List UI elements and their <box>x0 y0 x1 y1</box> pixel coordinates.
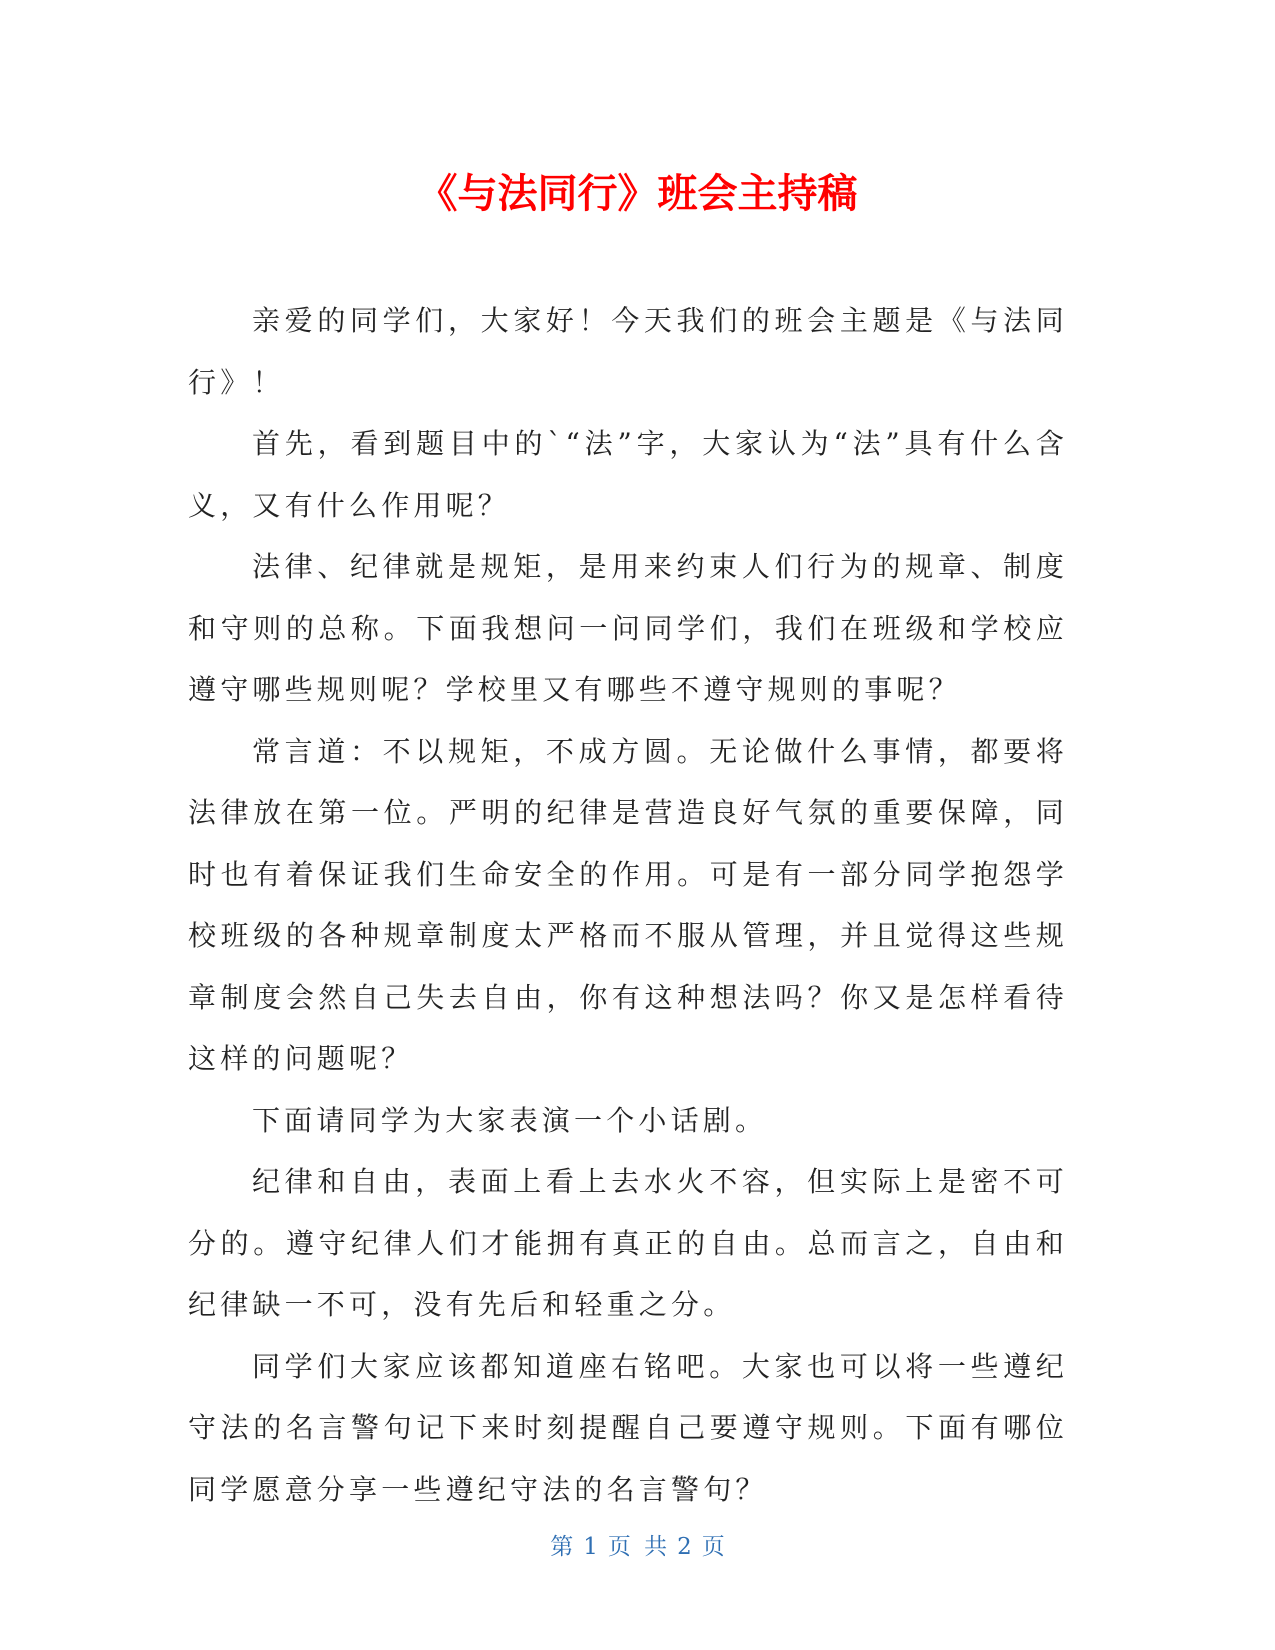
paragraph: 首先，看到题目中的`“法”字，大家认为“法”具有什么含义，又有什么作用呢？ <box>188 427 1068 522</box>
paragraph: 常言道：不以规矩，不成方圆。无论做什么事情，都要将法律放在第一位。严明的纪律是营造良好气氛的重要保障，同时也有着保证我们生命安全的作用。可是有一部分同学抱怨学校班级的各种规章制度太严格而不服从管理，并且觉得这些规章制度会然自己失去自由，你有这种想法吗？你又是怎样看待这样的问题呢？ <box>188 734 1068 1075</box>
footer-suffix: 页 <box>701 1534 725 1560</box>
paragraph: 下面请同学为大家表演一个小话剧。 <box>252 1103 768 1137</box>
page-number-footer <box>0 1532 1275 1562</box>
paragraph: 法律、纪律就是规矩，是用来约束人们行为的规章、制度和守则的总称。下面我想问一问同学们，我们在班级和学校应遵守哪些规则呢？学校里又有哪些不遵守规则的事呢？ <box>188 550 1068 706</box>
total-page-count: 2 <box>677 1534 692 1560</box>
paragraph: 同学们大家应该都知道座右铭吧。大家也可以将一些遵纪守法的名言警句记下来时刻提醒自己要遵守规则。下面有哪位同学愿意分享一些遵纪守法的名言警句？ <box>188 1349 1068 1506</box>
footer-prefix: 第 <box>550 1534 574 1560</box>
document-body <box>188 290 1068 1520</box>
paragraph: 亲爱的同学们，大家好！今天我们的班会主题是《与法同行》！ <box>188 304 1068 399</box>
footer-middle: 页 共 <box>607 1534 668 1560</box>
current-page-number: 1 <box>583 1534 598 1560</box>
document-title: 《与法同行》班会主持稿 <box>417 171 858 217</box>
paragraph: 纪律和自由，表面上看上去水火不容，但实际上是密不可分的。遵守纪律人们才能拥有真正的自由。总而言之，自由和纪律缺一不可，没有先后和轻重之分。 <box>188 1165 1068 1321</box>
